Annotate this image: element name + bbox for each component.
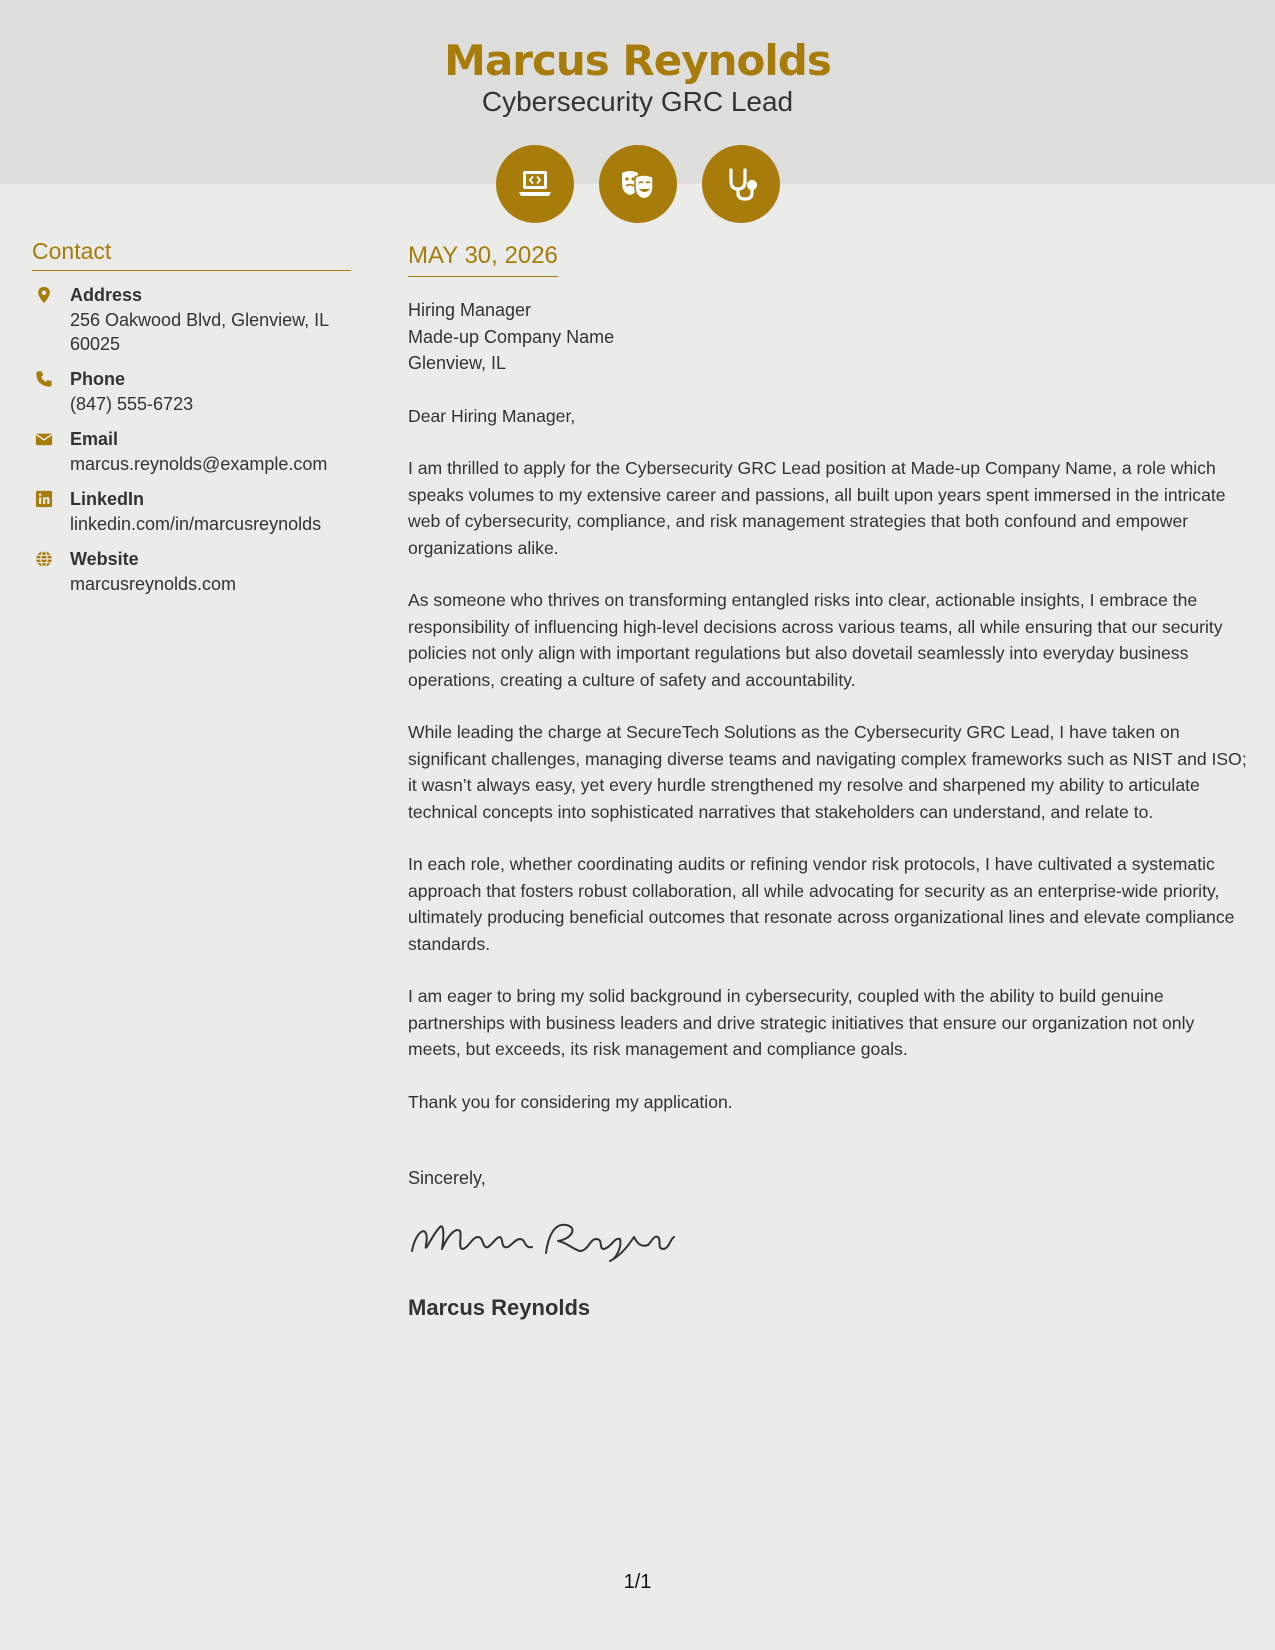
- linkedin-icon: [32, 487, 70, 536]
- contact-phone: [32, 367, 351, 416]
- website-value: marcusreynolds.com: [70, 574, 237, 594]
- contact-website: [32, 547, 351, 596]
- paragraph: While leading the charge at SecureTech Solutions as the Cybersecurity GRC Lead, I have taken on significant challenges, managing diverse teams and navigating complex frameworks such as NIST and ISO; it wasn’t always easy, yet every hurdle strengthened my resolve and sharpened my ability to articulate technical concepts into sophisticated narratives that stakeholders can understand, and relate to.: [408, 722, 1247, 822]
- contact-label: Address: [70, 285, 143, 305]
- handwritten-signature: [408, 1215, 678, 1265]
- paragraph: As someone who thrives on transforming entangled risks into clear, actionable insights, I embrace the responsibility of influencing high-level decisions across various teams, all while ensuring that our security policies not only align with important regulations but also dovetail seamlessly into everyday business operations, creating a culture of safety and accountability.: [408, 590, 1223, 690]
- contact-sidebar: [32, 238, 351, 607]
- contact-address: [32, 283, 351, 356]
- letter-body: [408, 242, 1248, 1321]
- email-value: marcus.reynolds@example.com: [70, 454, 328, 474]
- recipient-line: Made-up Company Name: [408, 326, 615, 347]
- linkedin-value: linkedin.com/in/marcusreynolds: [70, 514, 322, 534]
- address-value: 256 Oakwood Blvd, Glenview, IL 60025: [70, 310, 329, 354]
- contact-label: Email: [70, 429, 119, 449]
- globe-icon: [32, 547, 70, 596]
- map-pin-icon: [32, 283, 70, 356]
- letter-date: MAY 30, 2026: [408, 242, 558, 277]
- applicant-name: Marcus Reynolds: [444, 36, 831, 85]
- contact-label: Phone: [70, 369, 126, 389]
- laptop-code-icon: [496, 145, 574, 223]
- paragraph: I am eager to bring my solid background in cybersecurity, coupled with the ability to build genuine partnerships with business leaders and drive strategic initiatives that ensure our organization not only meets, but exceeds, its risk management and compliance goals.: [408, 986, 1195, 1059]
- closing: Sincerely,: [408, 1168, 486, 1188]
- contact-list: [32, 283, 351, 596]
- job-title: Cybersecurity GRC Lead: [481, 86, 794, 117]
- recipient-block: [408, 297, 1248, 377]
- envelope-icon: [32, 427, 70, 476]
- contact-linkedin: [32, 487, 351, 536]
- contact-heading: Contact: [32, 238, 351, 271]
- stethoscope-icon: [702, 145, 780, 223]
- recipient-line: Hiring Manager: [408, 300, 532, 320]
- paragraph: I am thrilled to apply for the Cybersecurity GRC Lead position at Made-up Company Name, a role which speaks volumes to my extensive career and passions, all built upon years spent immersed in the intricate web of cybersecurity, compliance, and risk management strategies that both confound and empower organizations alike.: [408, 458, 1226, 558]
- phone-value: (847) 555-6723: [70, 394, 194, 414]
- recipient-line: Glenview, IL: [408, 353, 507, 373]
- paragraph: In each role, whether coordinating audits or refining vendor risk protocols, I have cultivated a systematic approach that fosters robust collaboration, all while advocating for security as an enterprise-wide priority, ultimately producing beneficial outcomes that resonate across organizational lines and elevate compliance standards.: [408, 854, 1235, 954]
- contact-label: LinkedIn: [70, 489, 145, 509]
- page-number: 1/1: [623, 1571, 652, 1593]
- letter-text: [408, 403, 1248, 1116]
- interest-icons: [0, 145, 1275, 223]
- theater-masks-icon: [599, 145, 677, 223]
- contact-email: [32, 427, 351, 476]
- salutation: Dear Hiring Manager,: [408, 405, 576, 426]
- signed-name: Marcus Reynolds: [408, 1295, 591, 1320]
- paragraph: Thank you for considering my application.: [408, 1091, 733, 1112]
- contact-label: Website: [70, 549, 139, 569]
- phone-icon: [32, 367, 70, 416]
